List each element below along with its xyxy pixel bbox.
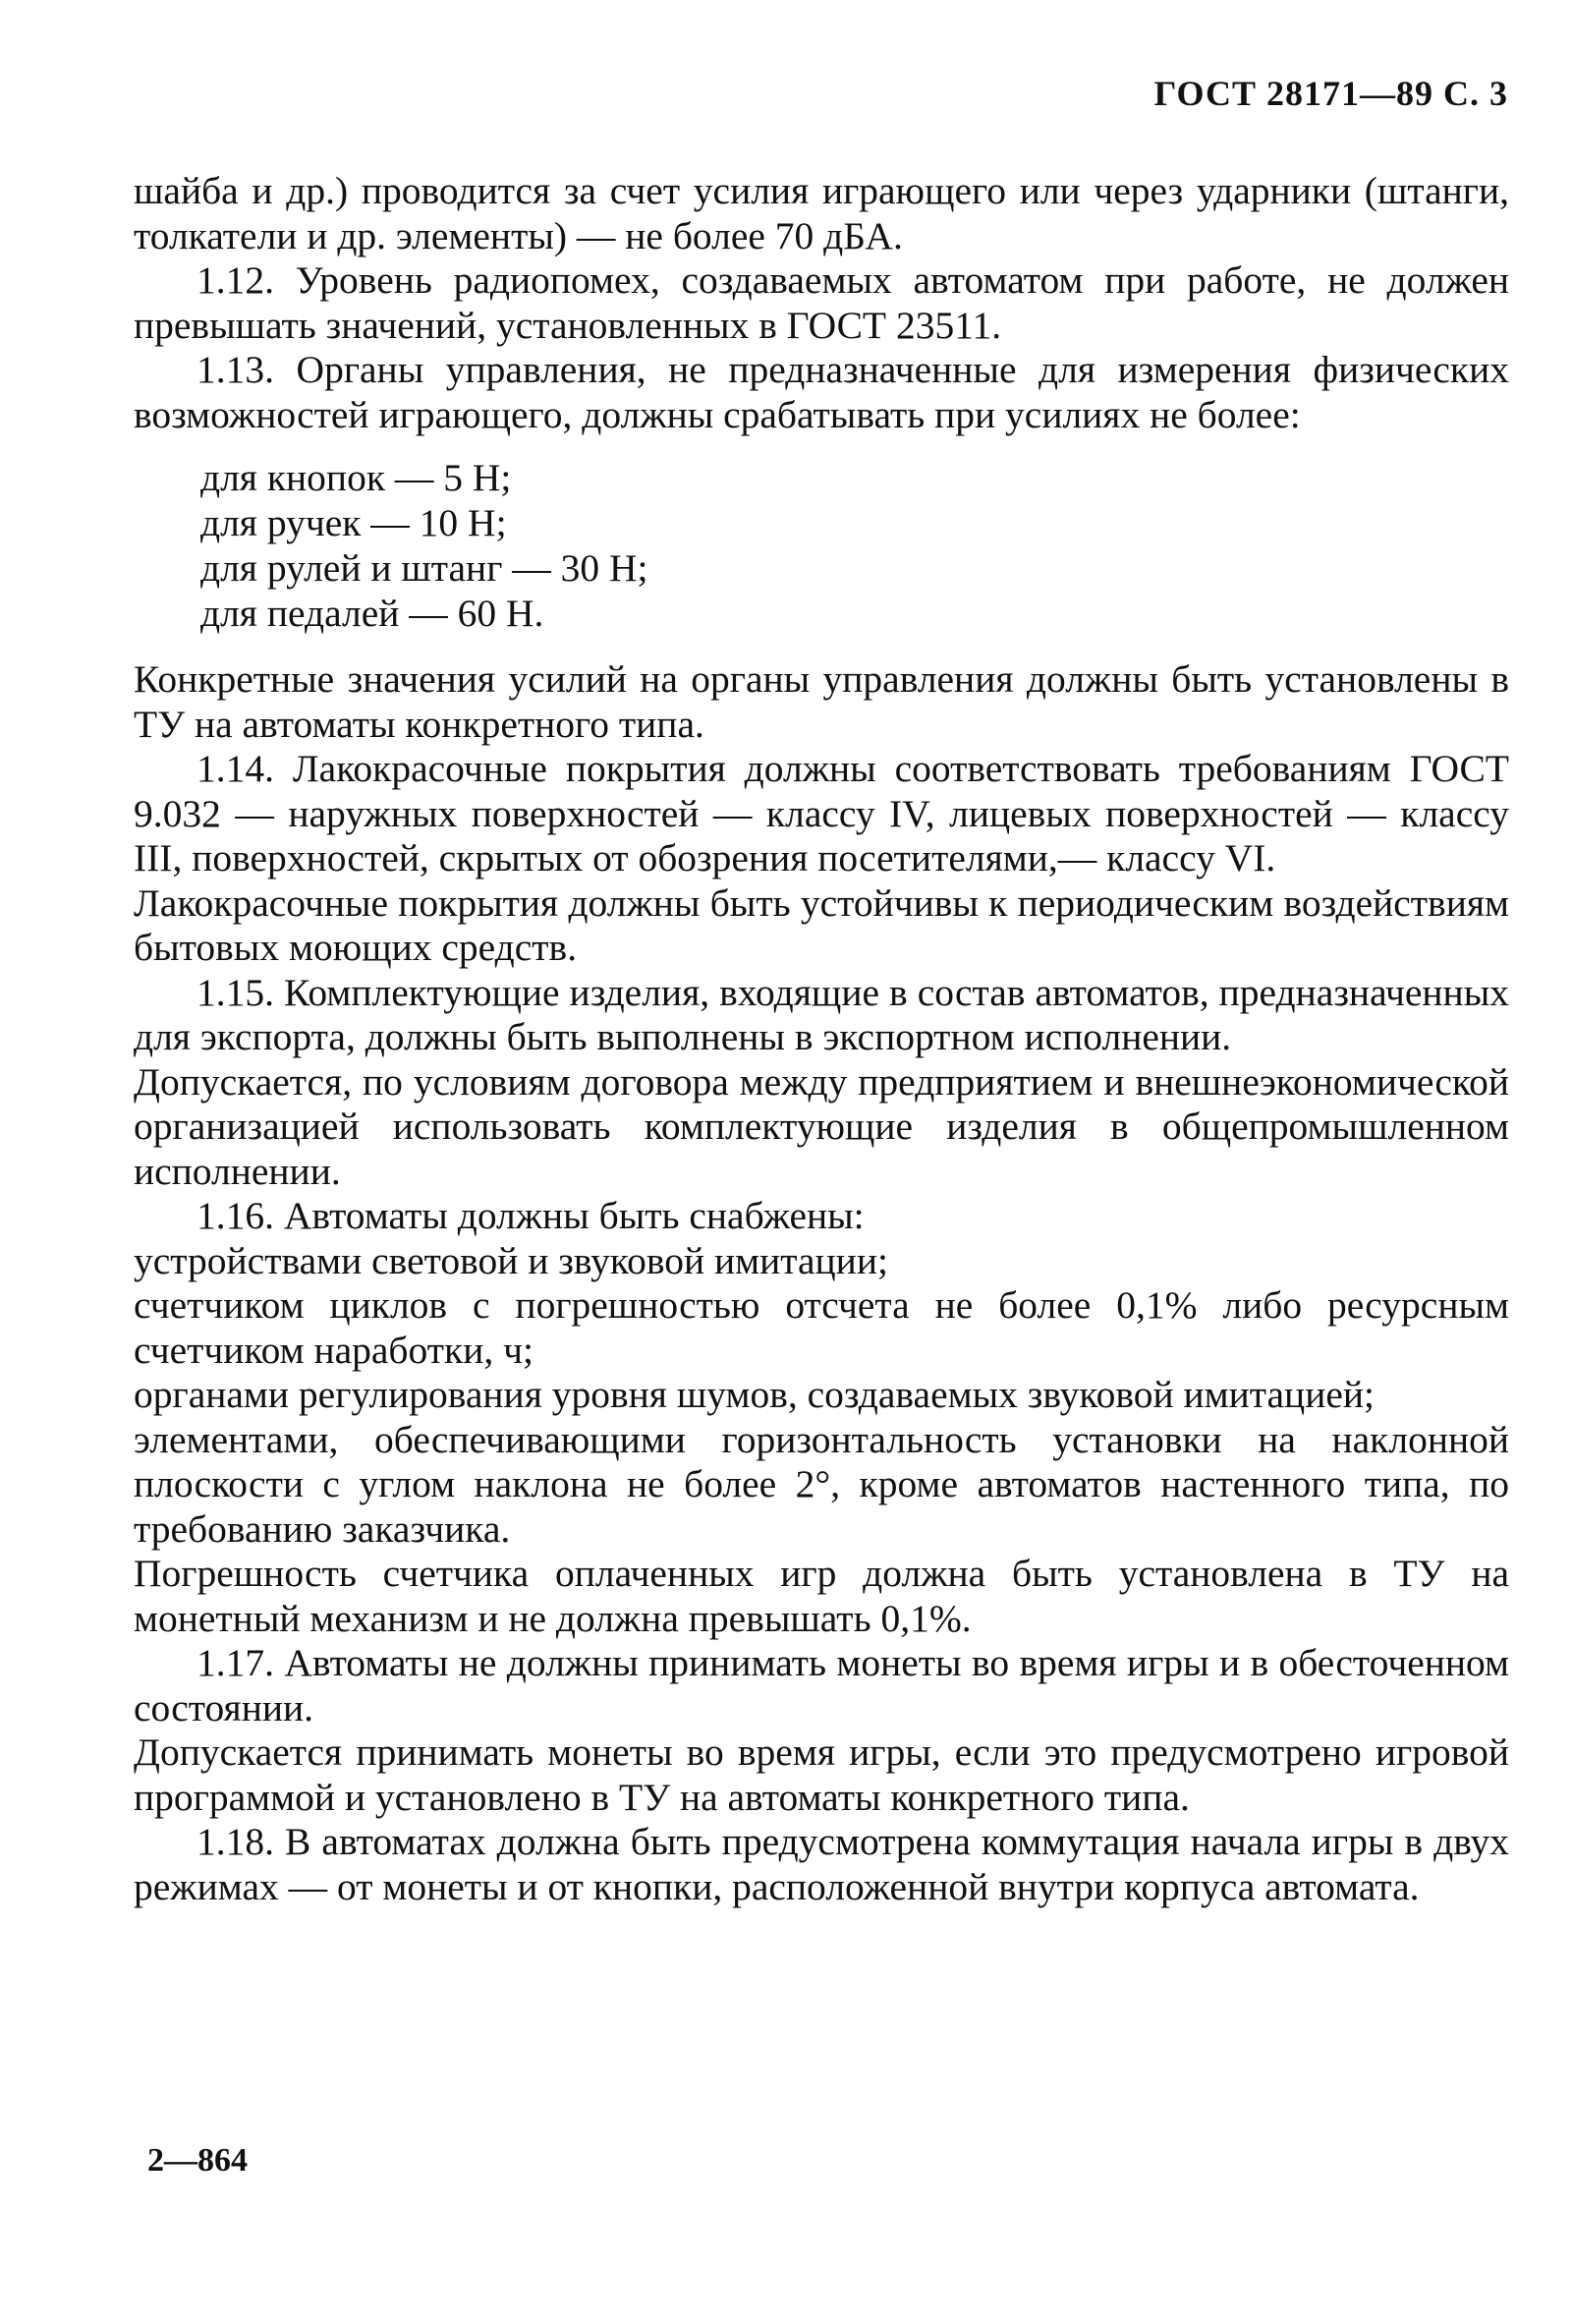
- list-item: для ручек — 10 Н;: [200, 501, 507, 544]
- paragraph-allowed-components: Допускается, по условиям договора между предприятием и внешнеэкономической организацией использовать комплектующие изделия в общепромышленном исполнении.: [134, 1059, 1509, 1193]
- paragraph-1-12: 1.12. Уровень радиопомех, создаваемых автоматом при работе, не должен превышать значений, установленных в ГОСТ 23511.: [134, 258, 1509, 347]
- force-limits-list: [200, 455, 1509, 636]
- paragraph-1-17: 1.17. Автоматы не должны принимать монеты во время игры и в обесточенном состоянии.: [134, 1641, 1509, 1729]
- document-body: [134, 169, 1509, 1909]
- list-item: для педалей — 60 Н.: [200, 592, 544, 635]
- paragraph-cycle-counter: счетчиком циклов с погрешностью отсчета не более 0,1% либо ресурсным счетчиком наработки, ч;: [134, 1283, 1509, 1372]
- page-footer-code: 2—864: [147, 2142, 248, 2179]
- paragraph-force-values: Конкретные значения усилий на органы управления должны быть установлены в ТУ на автоматы конкретного типа.: [134, 657, 1509, 746]
- paragraph-coins-during-game: Допускается принимать монеты во время игры, если это предусмотрено игровой программой и установлено в ТУ на автоматы конкретного типа.: [134, 1730, 1509, 1819]
- paragraph-noise-control: органами регулирования уровня шумов, создаваемых звуковой имитацией;: [134, 1373, 1375, 1416]
- paragraph-1-15: 1.15. Комплектующие изделия, входящие в состав автоматов, предназначенных для экспорта, должны быть выполнены в экспортном исполнении.: [134, 970, 1509, 1058]
- paragraph-1-13: 1.13. Органы управления, не предназначенные для измерения физических возможностей играющего, должны срабатывать при усилиях не более:: [134, 348, 1509, 436]
- paragraph-1-16: 1.16. Автоматы должны быть снабжены:: [196, 1194, 865, 1237]
- paragraph-1-18: 1.18. В автоматах должна быть предусмотрена коммутация начала игры в двух режимах — от монеты и от кнопки, расположенной внутри корпуса автомата.: [134, 1820, 1509, 1908]
- list-item: для рулей и штанг — 30 Н;: [200, 546, 648, 590]
- paragraph-coatings: Лакокрасочные покрытия должны быть устойчивы к периодическим воздействиям бытовых моющих средств.: [134, 880, 1509, 969]
- paragraph-leveling-elements: элементами, обеспечивающими горизонтальность установки на наклонной плоскости с углом наклона не более 2°, кроме автоматов настенного типа, по требованию заказчика.: [134, 1417, 1509, 1551]
- paragraph-1-14: 1.14. Лакокрасочные покрытия должны соответствовать требованиям ГОСТ 9.032 — наружных поверхностей — классу IV, лицевых поверхностей — классу III, поверхностей, скрытых от обозрения посетителями,— классу VI.: [134, 747, 1509, 879]
- paragraph-counter-error: Погрешность счетчика оплаченных игр должна быть установлена в ТУ на монетный механизм и не должна превышать 0,1%.: [134, 1552, 1509, 1640]
- page-header: ГОСТ 28171—89 С. 3: [1153, 74, 1508, 113]
- paragraph-continuation: шайба и др.) проводится за счет усилия играющего или через ударники (штанги, толкатели и др. элементы) — не более 70 дБА.: [134, 169, 1509, 257]
- paragraph-light-sound: устройствами световой и звуковой имитации;: [134, 1238, 888, 1282]
- list-item: для кнопок — 5 Н;: [200, 456, 512, 499]
